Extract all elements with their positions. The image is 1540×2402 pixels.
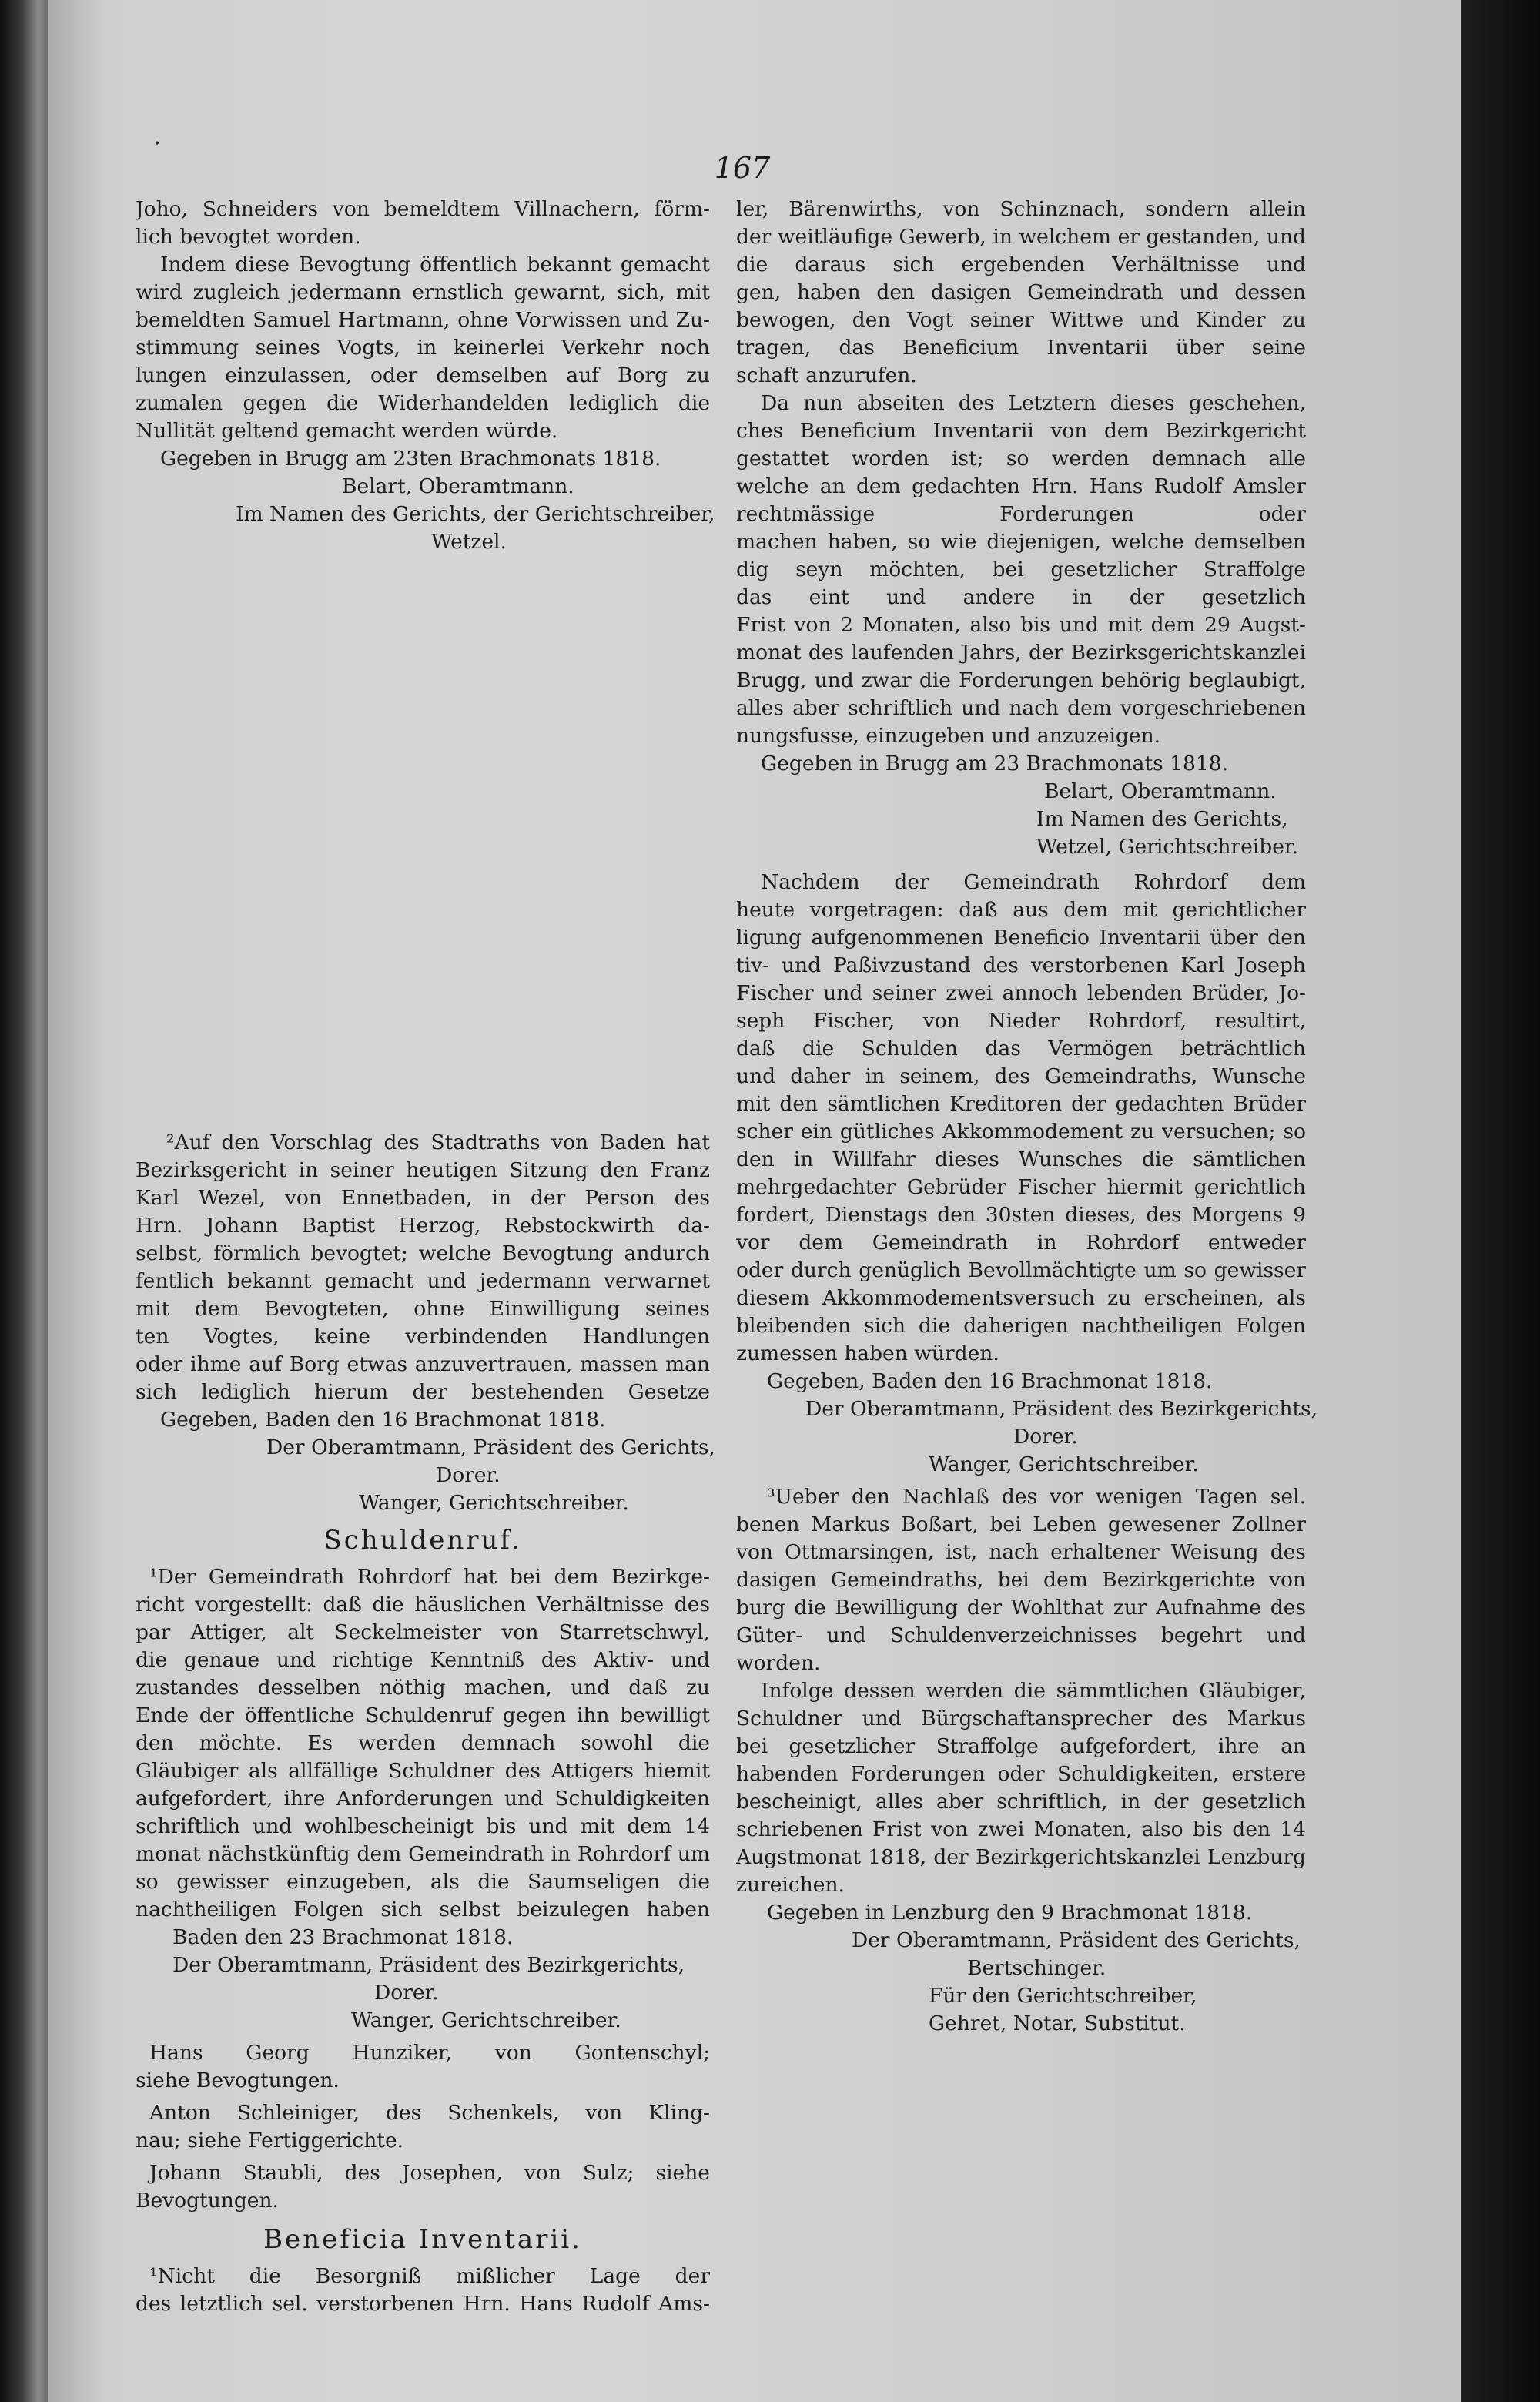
- date-line: Gegeben in Lenzburg den 9 Brachmonat 1818.: [767, 1901, 1253, 1925]
- text-line: par Attiger, alt Seckelmeister von Starretschwyl,: [136, 1620, 710, 1644]
- text-line: so gewisser einzugeben, als die Saumseligen die: [136, 1870, 710, 1894]
- text-line: monat nächstkünftig dem Gemeindrath in Rohrdorf um: [136, 1842, 710, 1866]
- reference-schleiniger: [136, 2099, 710, 2155]
- text-line: ¹Der Gemeindrath Rohrdorf hat bei dem Bezirkge-: [149, 1565, 710, 1589]
- text-line: den in Willfahr dieses Wunsches die sämtlichen: [736, 1147, 1306, 1171]
- notice-beneficium-amsler-start: [136, 2263, 710, 2318]
- signature: Wanger, Gerichtschreiber.: [359, 1491, 629, 1515]
- signature: Im Namen des Gerichts,: [1036, 807, 1288, 831]
- text-line: alles aber schriftlich und nach dem vorgeschriebenen: [736, 696, 1306, 720]
- notice-bossart: [736, 1483, 1306, 1899]
- text-line: mehrgedachter Gebrüder Fischer hiermit gerichtlich: [736, 1175, 1306, 1199]
- text-line: den möchte. Es werden demnach sowohl die: [136, 1731, 710, 1755]
- text-line: schriftlich und wohlbescheinigt bis und mit dem 14: [136, 1814, 710, 1838]
- text-line: Indem diese Bevogtung öffentlich bekannt gemacht: [160, 253, 710, 276]
- book-spine-shadow: [0, 0, 48, 2402]
- page-edge-shadow: [1461, 0, 1540, 2402]
- text-line: sich lediglich hierum der bestehenden Gesetze: [136, 1380, 710, 1404]
- text-line: Bezirksgericht in seiner heutigen Sitzung den Franz: [136, 1158, 710, 1182]
- text-line: die genaue und richtige Kenntniß des Aktiv- und: [136, 1648, 710, 1672]
- text-line: gestattet worden ist; so werden demnach alle: [736, 447, 1306, 471]
- text-line: nau; siehe Fertiggerichte.: [136, 2129, 404, 2152]
- text-line: Nullität geltend gemacht werden würde.: [136, 419, 558, 443]
- signature: Im Namen des Gerichts, der Gerichtschreiber,: [236, 502, 715, 526]
- signature: Der Oberamtmann, Präsident des Bezirkgerichts,: [172, 1953, 685, 1977]
- text-line: Joho, Schneiders von bemeldtem Villnachern, förm-: [136, 197, 710, 221]
- text-line: und daher in seinem, des Gemeindraths, Wunsche: [736, 1064, 1306, 1088]
- text-line: benen Markus Boßart, bei Leben gewesener Zollner: [736, 1513, 1306, 1536]
- text-line: selbst, förmlich bevogtet; welche Bevogtung andurch: [136, 1241, 710, 1265]
- reference-hunziker: [136, 2039, 710, 2095]
- signature: Wanger, Gerichtschreiber.: [929, 1452, 1199, 1476]
- text-line: Hrn. Johann Baptist Herzog, Rebstockwirth da-: [136, 1214, 710, 1238]
- text-line: Ende der öffentliche Schuldenruf gegen ihn bewilligt: [136, 1704, 710, 1727]
- text-line: dasigen Gemeindraths, bei dem Bezirkgerichte von: [736, 1568, 1306, 1592]
- text-line: richt vorgestellt: daß die häuslichen Verhältnisse des: [136, 1593, 710, 1616]
- signature: Dorer.: [1013, 1425, 1078, 1449]
- text-line: bemeldten Samuel Hartmann, ohne Vorwissen und Zu-: [136, 308, 710, 332]
- text-line: aufgefordert, ihre Anforderungen und Schuldigkeiten: [136, 1787, 710, 1811]
- text-line: Gläubiger als allfällige Schuldner des Attigers hiemit: [136, 1759, 710, 1783]
- text-line: daß die Schulden das Vermögen beträchtlich: [736, 1037, 1306, 1060]
- text-line: des letztlich sel. verstorbenen Hrn. Hans Rudolf Ams-: [136, 2292, 710, 2316]
- date-line: Gegeben in Brugg am 23 Brachmonats 1818.: [761, 752, 1228, 776]
- section-heading-schuldenruf: Schuldenruf.: [323, 1525, 522, 1556]
- text-line: wird zugleich jedermann ernstlich gewarnt, sich, mit: [136, 280, 710, 304]
- date-line: Baden den 23 Brachmonat 1818.: [172, 1925, 514, 1949]
- notice-fischer: [736, 869, 1306, 1368]
- signature: Für den Gerichtschreiber,: [929, 1984, 1197, 2008]
- notice-beneficium-amsler-cont: [736, 196, 1306, 750]
- text-line: lungen einzulassen, oder demselben auf Borg zu: [136, 363, 710, 387]
- signature: Wetzel, Gerichtschreiber.: [1036, 835, 1299, 859]
- text-line: Augstmonat 1818, der Bezirkgerichtskanzlei Lenzburg: [736, 1845, 1306, 1869]
- text-line: oder durch genüglich Bevollmächtigte um so gewisser: [736, 1258, 1306, 1282]
- text-line: ²Auf den Vorschlag des Stadtraths von Baden hat: [166, 1131, 710, 1154]
- signature: Der Oberamtmann, Präsident des Bezirkgerichts,: [805, 1397, 1318, 1421]
- text-line: Infolge dessen werden die sämmtlichen Gläubiger,: [761, 1679, 1306, 1703]
- text-line: Johann Staubli, des Josephen, von Sulz; siehe: [149, 2161, 710, 2185]
- text-line: Brugg, und zwar die Forderungen behörig beglaubigt,: [736, 668, 1306, 692]
- text-line: zumalen gegen die Widerhandelden lediglich die: [136, 391, 710, 415]
- text-line: dig seyn möchten, bei gesetzlicher Straffolge: [736, 558, 1306, 581]
- signature: Dorer.: [374, 1981, 439, 2005]
- text-line: Da nun abseiten des Letztern dieses geschehen,: [761, 391, 1306, 415]
- signature: Belart, Oberamtmann.: [342, 474, 574, 498]
- text-line: tragen, das Beneficium Inventarii über seine: [736, 336, 1306, 360]
- text-line: Karl Wezel, von Ennetbaden, in der Person des: [136, 1186, 710, 1210]
- signature: Der Oberamtmann, Präsident des Gerichts,: [852, 1928, 1301, 1952]
- text-line: mit den sämtlichen Kreditoren der gedachten Brüder: [736, 1092, 1306, 1116]
- notice-bevogtung-herzog: [136, 1129, 710, 1406]
- text-line: fordert, Dienstags den 30sten dieses, des Morgens 9: [736, 1203, 1306, 1227]
- signature: Der Oberamtmann, Präsident des Gerichts,: [266, 1436, 715, 1459]
- signature: Bertschinger.: [967, 1956, 1106, 1980]
- text-line: bei gesetzlicher Straffolge aufgefordert, ihre an: [736, 1734, 1306, 1758]
- text-line: oder ihme auf Borg etwas anzuvertrauen, massen man: [136, 1352, 710, 1376]
- text-line: stimmung seines Vogts, in keinerlei Verkehr noch: [136, 336, 710, 360]
- notice-bevogtung-hartmann: [136, 196, 710, 445]
- text-line: nungsfusse, einzugeben und anzuzeigen.: [736, 724, 1161, 748]
- text-line: das eint und andere in der gesetzlich: [736, 585, 1306, 609]
- text-line: mit dem Bevogteten, ohne Einwilligung seines: [136, 1297, 710, 1321]
- ink-mark: •: [154, 138, 161, 150]
- text-line: burg die Bewilligung der Wohlthat zur Aufnahme des: [736, 1596, 1306, 1620]
- text-line: ler, Bärenwirths, von Schinznach, sondern allein: [736, 197, 1306, 221]
- text-line: Bevogtungen.: [136, 2189, 279, 2213]
- text-line: bescheinigt, alles aber schriftlich, in der gesetzlich: [736, 1790, 1306, 1814]
- reference-staubli: [136, 2159, 710, 2215]
- text-line: monat des laufenden Jahrs, der Bezirksgerichtskanzlei: [736, 641, 1306, 665]
- signature: Wetzel.: [431, 530, 507, 554]
- text-line: seph Fischer, von Nieder Rohrdorf, resultirt,: [736, 1009, 1306, 1033]
- page-number: 167: [714, 151, 771, 185]
- text-line: der weitläufige Gewerb, in welchem er gestanden, und: [736, 225, 1306, 249]
- text-line: die daraus sich ergebenden Verhältnisse und: [736, 253, 1306, 276]
- text-line: siehe Bevogtungen.: [136, 2069, 340, 2092]
- text-line: machen haben, so wie diejenigen, welche demselben: [736, 530, 1306, 554]
- text-line: lich bevogtet worden.: [136, 225, 361, 249]
- text-line: scher ein gütliches Akkommodement zu versuchen; so: [736, 1120, 1306, 1144]
- text-line: habenden Forderungen oder Schuldigkeiten, erstere: [736, 1762, 1306, 1786]
- text-line: nachtheiligen Folgen sich selbst beizulegen haben: [136, 1898, 710, 1921]
- text-line: Frist von 2 Monaten, also bis und mit dem 29 Augst-: [736, 613, 1306, 637]
- text-line: heute vorgetragen: daß aus dem mit gerichtlicher: [736, 898, 1306, 922]
- signature: Belart, Oberamtmann.: [1044, 779, 1277, 803]
- date-line: Gegeben in Brugg am 23ten Brachmonats 1818.: [160, 447, 661, 471]
- text-line: gen, haben den dasigen Gemeindrath und dessen: [736, 280, 1306, 304]
- section-heading-beneficia: Beneficia Inventarii.: [263, 2224, 582, 2255]
- text-line: Hans Georg Hunziker, von Gontenschyl;: [149, 2041, 710, 2065]
- text-line: rechtmässige Forderungen oder: [736, 502, 1306, 526]
- text-line: bewogen, den Vogt seiner Wittwe und Kinder zu: [736, 308, 1306, 332]
- signature: Gehret, Notar, Substitut.: [929, 2012, 1186, 2035]
- text-line: von Ottmarsingen, ist, nach erhaltener Weisung des: [736, 1540, 1306, 1564]
- date-line: Gegeben, Baden den 16 Brachmonat 1818.: [160, 1408, 606, 1432]
- text-line: worden.: [736, 1651, 821, 1675]
- date-line: Gegeben, Baden den 16 Brachmonat 1818.: [767, 1369, 1213, 1393]
- text-line: zureichen.: [736, 1873, 845, 1897]
- text-line: zumessen haben würden.: [736, 1342, 999, 1365]
- text-line: Fischer und seiner zwei annoch lebenden Brüder, Jo-: [736, 981, 1306, 1005]
- text-line: ¹Nicht die Besorgniß mißlicher Lage der: [149, 2264, 710, 2288]
- text-line: fentlich bekannt gemacht und jedermann verwarnet: [136, 1269, 710, 1293]
- text-line: bleibenden sich die daherigen nachtheiligen Folgen: [736, 1314, 1306, 1338]
- text-line: welche an dem gedachten Hrn. Hans Rudolf Amsler: [736, 474, 1306, 498]
- text-line: tiv- und Paßivzustand des verstorbenen Karl Joseph: [736, 953, 1306, 977]
- text-line: schaft anzurufen.: [736, 363, 917, 387]
- signature: Wanger, Gerichtschreiber.: [351, 2008, 621, 2032]
- text-line: Nachdem der Gemeindrath Rohrdorf dem: [761, 870, 1306, 894]
- text-line: Güter- und Schuldenverzeichnisses begehrt und: [736, 1623, 1306, 1647]
- text-line: ten Vogtes, keine verbindenden Handlungen: [136, 1325, 710, 1348]
- notice-schuldenruf-attiger: [136, 1563, 710, 1924]
- text-line: diesem Akkommodementsversuch zu erscheinen, als: [736, 1286, 1306, 1310]
- text-line: ches Beneficium Inventarii von dem Bezirkgericht: [736, 419, 1306, 443]
- text-line: Schuldner und Bürgschaftansprecher des Markus: [736, 1707, 1306, 1730]
- text-line: vor dem Gemeindrath in Rohrdorf entweder: [736, 1231, 1306, 1255]
- text-line: schriebenen Frist von zwei Monaten, also bis den 14: [736, 1817, 1306, 1841]
- signature: Dorer.: [436, 1463, 500, 1487]
- text-line: zustandes desselben nöthig machen, und daß zu: [136, 1676, 710, 1700]
- text-line: ligung aufgenommenen Beneficio Inventarii über den: [736, 926, 1306, 950]
- text-line: Anton Schleiniger, des Schenkels, von Kling-: [149, 2101, 710, 2125]
- text-line: ³Ueber den Nachlaß des vor wenigen Tagen sel.: [767, 1485, 1306, 1509]
